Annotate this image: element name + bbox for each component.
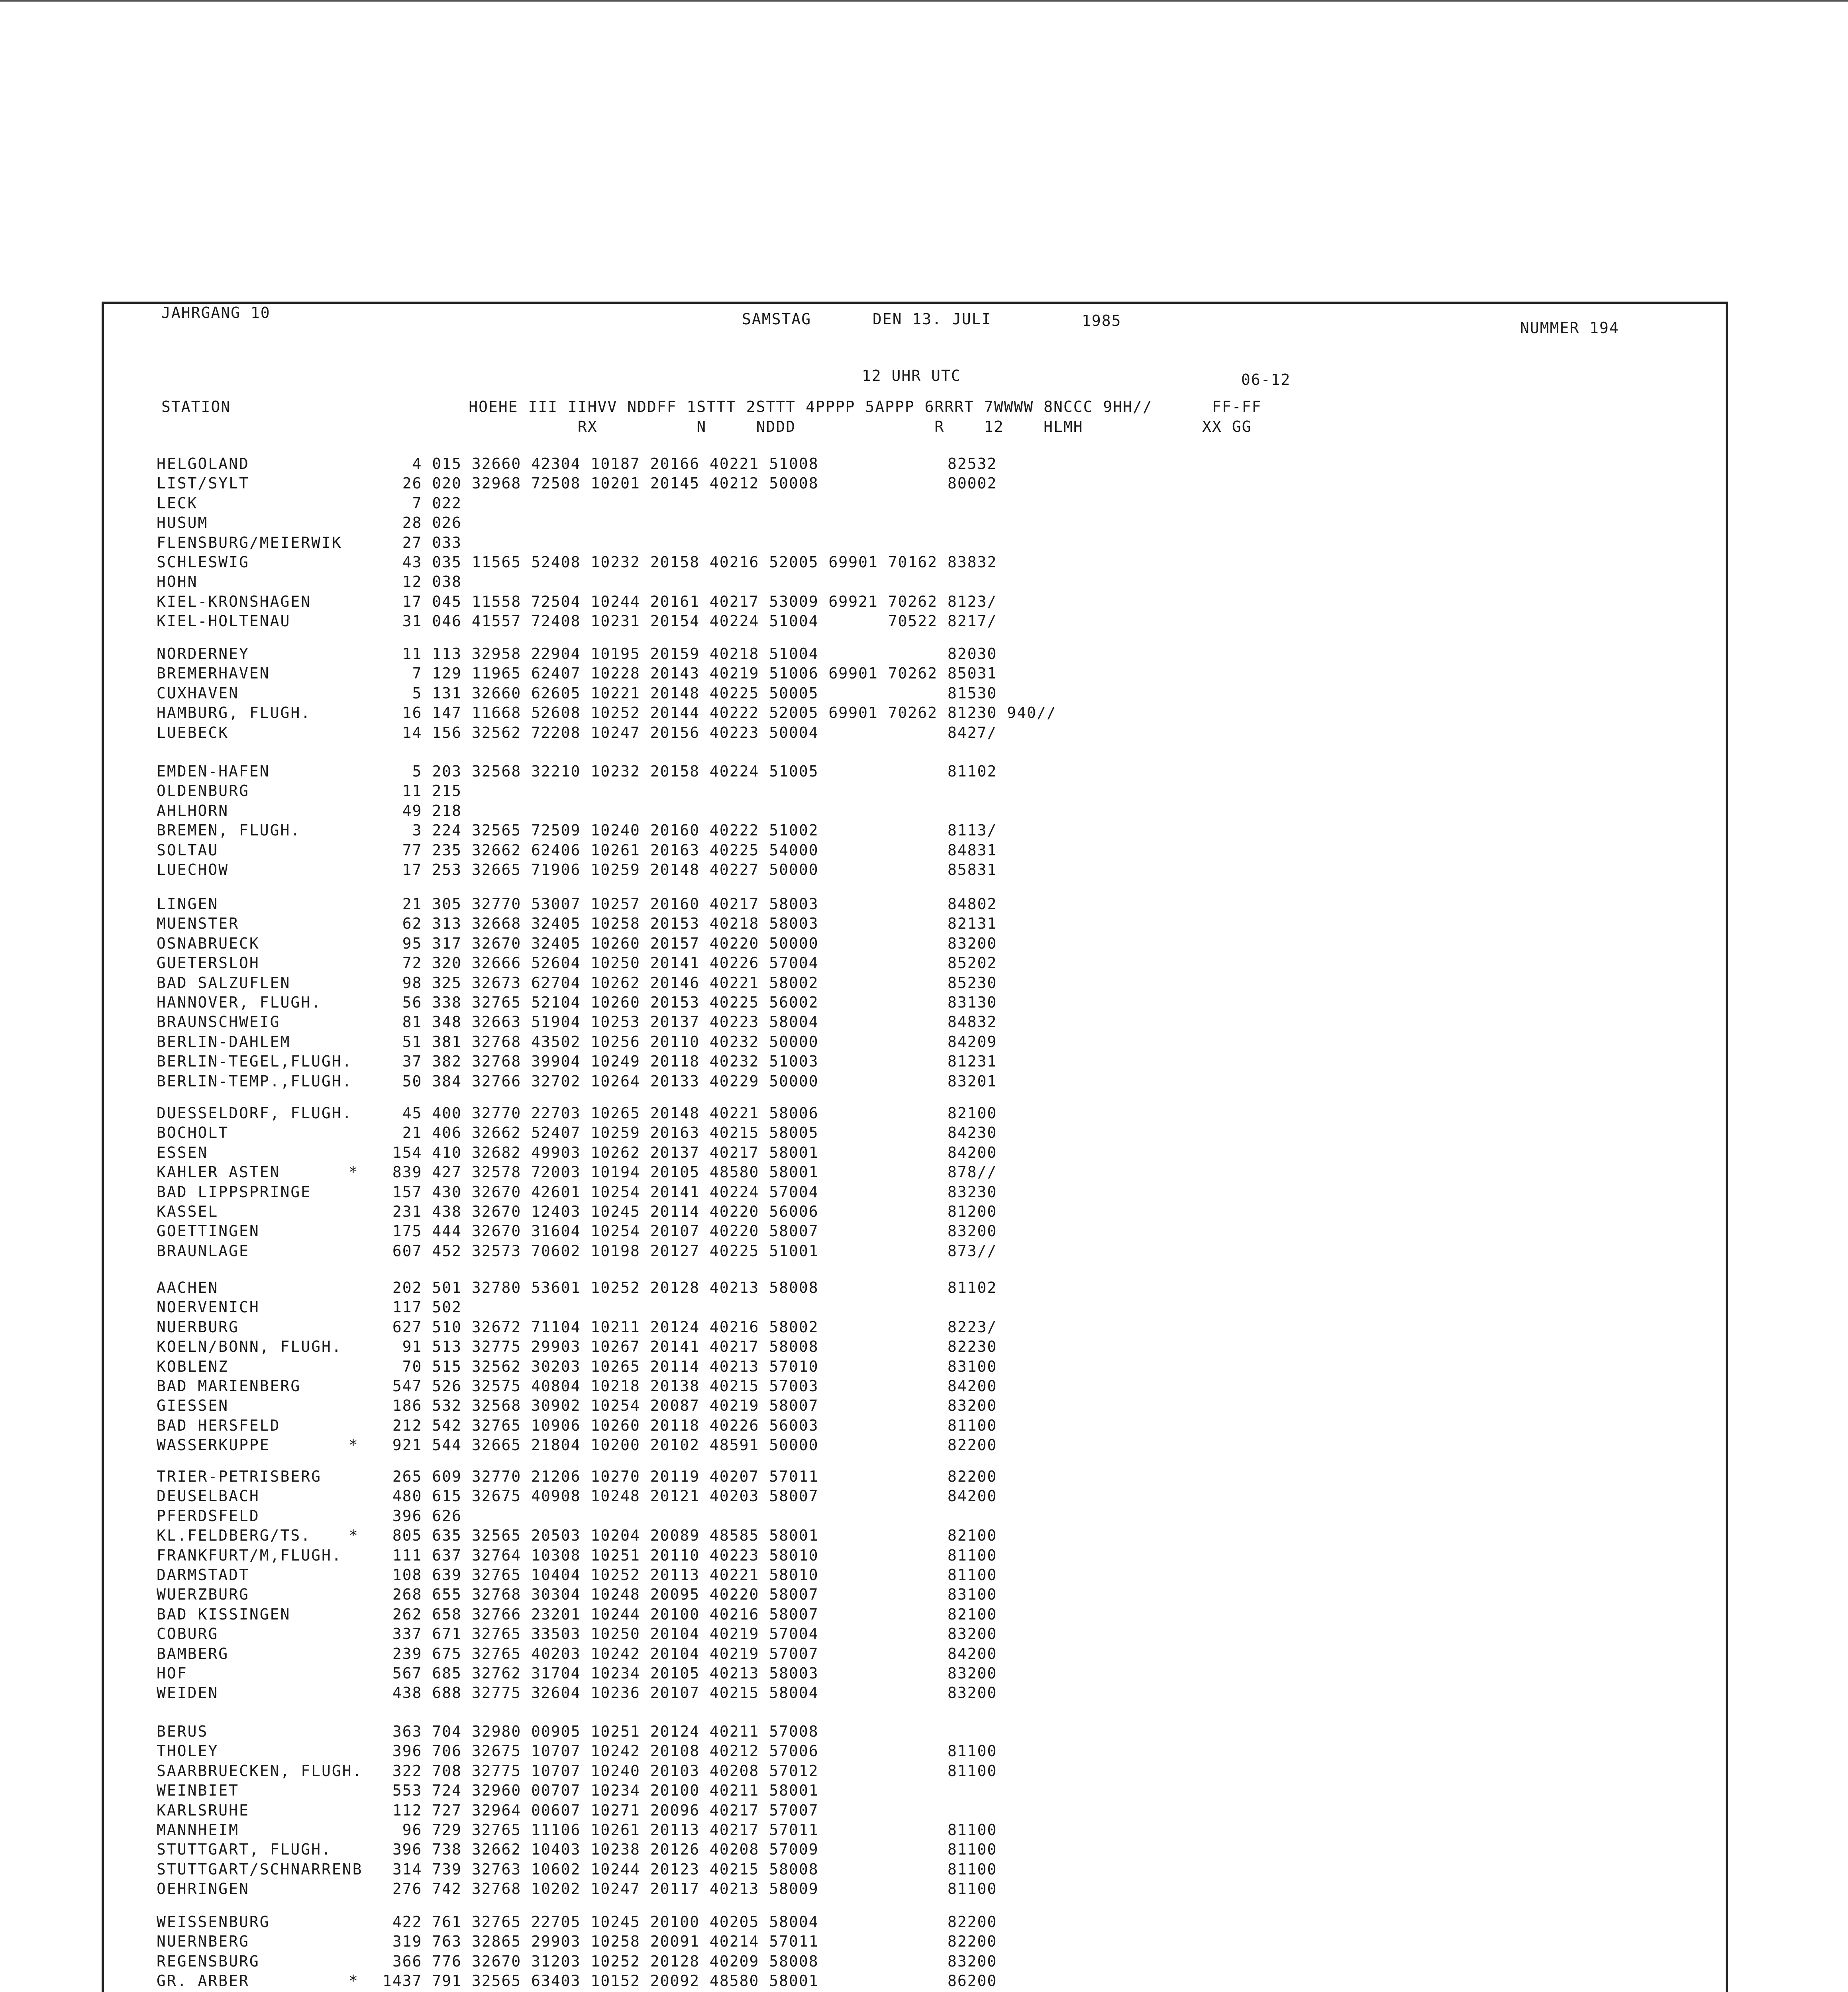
station-name: STUTTGART/SCHNARRENB <box>157 1860 363 1878</box>
station-values: 265 609 32770 21206 10270 20119 40207 57011 82200 <box>383 1468 997 1485</box>
station-values: 77 235 32662 62406 10261 20163 40225 54000 84831 <box>383 841 997 859</box>
station-values: 49 218 <box>383 802 462 820</box>
station-values: 43 035 11565 52408 10232 20158 40216 52005 69901 70162 83832 <box>383 553 997 571</box>
jahrgang-label: JAHRGANG 10 <box>161 304 271 322</box>
station-name: AHLHORN <box>157 802 229 820</box>
station-values: 98 325 32673 62704 10262 20146 40221 58002 85230 <box>383 974 997 992</box>
station-name: KOBLENZ <box>157 1357 229 1375</box>
station-values: 921 544 32665 21804 10200 20102 48591 50000 82200 <box>383 1436 997 1454</box>
station-name: HELGOLAND <box>157 455 249 473</box>
station-name: BRAUNSCHWEIG <box>157 1013 281 1031</box>
station-name: MANNHEIM <box>157 1821 239 1839</box>
station-values: 70 515 32562 30203 10265 20114 40213 57010 83100 <box>383 1357 997 1375</box>
station-values: 268 655 32768 30304 10248 20095 40220 58007 83100 <box>383 1586 997 1604</box>
station-name: FLENSBURG/MEIERWIK <box>157 533 342 551</box>
station-name: HOHN <box>157 573 198 591</box>
station-name: BERLIN-DAHLEM <box>157 1033 291 1051</box>
station-name: DARMSTADT <box>157 1566 249 1584</box>
mountain-station-marker: * <box>349 1436 358 1454</box>
station-values: 12 038 <box>383 573 462 591</box>
station-name: BAD LIPPSPRINGE <box>157 1183 312 1201</box>
station-name: THOLEY <box>157 1742 219 1760</box>
station-name: NORDERNEY <box>157 645 249 663</box>
station-values: 111 637 32764 10308 10251 20110 40223 58010 81100 <box>383 1546 997 1564</box>
station-name: BERLIN-TEMP.,FLUGH. <box>157 1072 353 1090</box>
station-name: BRAUNLAGE <box>157 1242 249 1260</box>
station-name: GIESSEN <box>157 1397 229 1415</box>
station-name: COBURG <box>157 1625 219 1643</box>
station-values: 31 046 41557 72408 10231 20154 40224 51004 70522 8217/ <box>383 612 997 630</box>
station-values: 95 317 32670 32405 10260 20157 40220 50000 83200 <box>383 934 997 952</box>
station-name: MUENSTER <box>157 915 239 933</box>
station-values: 262 658 32766 23201 10244 20100 40216 58007 82100 <box>383 1605 997 1623</box>
station-name: LUECHOW <box>157 861 229 878</box>
station-values: 396 706 32675 10707 10242 20108 40212 57006 81100 <box>383 1742 997 1760</box>
station-values: 805 635 32565 20503 10204 20089 48585 58001 82100 <box>383 1527 997 1545</box>
top-rule <box>0 0 1848 2</box>
station-values: 21 406 32662 52407 10259 20163 40215 58005 84230 <box>383 1124 997 1142</box>
station-values: 91 513 32775 29903 10267 20141 40217 58008 82230 <box>383 1338 997 1356</box>
station-name: KL.FELDBERG/TS. <box>157 1527 312 1545</box>
station-values: 14 156 32562 72208 10247 20156 40223 50004 8427/ <box>383 723 997 741</box>
station-values: 51 381 32768 43502 10256 20110 40232 50000 84209 <box>383 1033 997 1051</box>
time-label: 12 UHR UTC <box>862 367 961 384</box>
station-values: 175 444 32670 31604 10254 20107 40220 58007 83200 <box>383 1222 997 1240</box>
station-values: 553 724 32960 00707 10234 20100 40211 58001 <box>383 1782 819 1800</box>
station-values: 81 348 32663 51904 10253 20137 40223 58004 84832 <box>383 1013 997 1031</box>
station-values: 363 704 32980 00905 10251 20124 40211 57008 <box>383 1723 819 1740</box>
column-header-line2: RX N NDDD R 12 HLMH XX GG <box>161 418 1252 435</box>
time-range-label: 06-12 <box>1241 371 1291 388</box>
station-name: HUSUM <box>157 514 208 532</box>
station-name: KOELN/BONN, FLUGH. <box>157 1338 342 1356</box>
station-name: KARLSRUHE <box>157 1801 249 1819</box>
station-values: 322 708 32775 10707 10240 20103 40208 57012 81100 <box>383 1762 997 1780</box>
station-values: 157 430 32670 42601 10254 20141 40224 57004 83230 <box>383 1183 997 1201</box>
station-name: BREMERHAVEN <box>157 665 270 682</box>
station-values: 21 305 32770 53007 10257 20160 40217 58003 84802 <box>383 895 997 913</box>
station-name: ESSEN <box>157 1143 208 1161</box>
station-name: LIST/SYLT <box>157 474 249 492</box>
station-values: 17 253 32665 71906 10259 20148 40227 50000 85831 <box>383 861 997 878</box>
station-name: DEUSELBACH <box>157 1487 260 1505</box>
station-values: 212 542 32765 10906 10260 20118 40226 56003 81100 <box>383 1416 997 1434</box>
station-values: 547 526 32575 40804 10218 20138 40215 57003 84200 <box>383 1377 997 1395</box>
station-name: KASSEL <box>157 1203 219 1220</box>
station-name: KIEL-KRONSHAGEN <box>157 592 312 610</box>
station-values: 117 502 <box>383 1298 462 1316</box>
station-name: LUEBECK <box>157 723 229 741</box>
station-values: 607 452 32573 70602 10198 20127 40225 51001 873// <box>383 1242 997 1260</box>
station-values: 3 224 32565 72509 10240 20160 40222 51002 8113/ <box>383 822 997 839</box>
station-name: WUERZBURG <box>157 1586 249 1604</box>
mountain-station-marker: * <box>349 1163 358 1181</box>
station-values: 26 020 32968 72508 10201 20145 40212 50008 80002 <box>383 474 997 492</box>
station-name: DUESSELDORF, FLUGH. <box>157 1104 353 1122</box>
station-values: 480 615 32675 40908 10248 20121 40203 58007 84200 <box>383 1487 997 1505</box>
station-name: HAMBURG, FLUGH. <box>157 704 312 722</box>
station-name: BAD MARIENBERG <box>157 1377 301 1395</box>
station-values: 186 532 32568 30902 10254 20087 40219 58007 83200 <box>383 1397 997 1415</box>
station-name: BAMBERG <box>157 1645 229 1663</box>
station-name: WEISSENBURG <box>157 1913 270 1931</box>
station-values: 337 671 32765 33503 10250 20104 40219 57004 83200 <box>383 1625 997 1643</box>
station-name: WEIDEN <box>157 1684 219 1702</box>
station-values: 56 338 32765 52104 10260 20153 40225 56002 83130 <box>383 994 997 1011</box>
station-values: 108 639 32765 10404 10252 20113 40221 58010 81100 <box>383 1566 997 1584</box>
station-values: 112 727 32964 00607 10271 20096 40217 57007 <box>383 1801 819 1819</box>
station-name: OLDENBURG <box>157 782 249 800</box>
station-name: SCHLESWIG <box>157 553 249 571</box>
station-name: GOETTINGEN <box>157 1222 260 1240</box>
station-values: 154 410 32682 49903 10262 20137 40217 58001 84200 <box>383 1143 997 1161</box>
station-values: 72 320 32666 52604 10250 20141 40226 57004 85202 <box>383 954 997 972</box>
station-values: 11 113 32958 22904 10195 20159 40218 51004 82030 <box>383 645 997 663</box>
station-name: HANNOVER, FLUGH. <box>157 994 322 1011</box>
station-values: 438 688 32775 32604 10236 20107 40215 58004 83200 <box>383 1684 997 1702</box>
station-values: 314 739 32763 10602 10244 20123 40215 58008 81100 <box>383 1860 997 1878</box>
station-name: OEHRINGEN <box>157 1880 249 1898</box>
station-values: 276 742 32768 10202 10247 20117 40213 58009 81100 <box>383 1880 997 1898</box>
station-name: OSNABRUECK <box>157 934 260 952</box>
station-name: SAARBRUECKEN, FLUGH. <box>157 1762 363 1780</box>
column-header-line1: STATION HOEHE III IIHVV NDDFF 1STTT 2STTT 4PPPP 5APPP 6RRRT 7WWWW 8NCCC 9HH// FF-FF <box>161 398 1262 416</box>
station-name: GR. ARBER <box>157 1972 249 1990</box>
station-values: 396 626 <box>383 1507 462 1525</box>
station-values: 567 685 32762 31704 10234 20105 40213 58003 83200 <box>383 1665 997 1682</box>
station-values: 627 510 32672 71104 10211 20124 40216 58002 8223/ <box>383 1318 997 1336</box>
station-values: 11 215 <box>383 782 462 800</box>
station-values: 96 729 32765 11106 10261 20113 40217 57011 81100 <box>383 1821 997 1839</box>
station-name: GUETERSLOH <box>157 954 260 972</box>
station-values: 319 763 32865 29903 10258 20091 40214 57011 82200 <box>383 1933 997 1951</box>
station-values: 422 761 32765 22705 10245 20100 40205 58004 82200 <box>383 1913 997 1931</box>
year-label: 1985 <box>1082 312 1122 329</box>
station-name: WEINBIET <box>157 1782 239 1800</box>
station-name: LECK <box>157 494 198 512</box>
station-values: 4 015 32660 42304 10187 20166 40221 51008 82532 <box>383 455 997 473</box>
station-name: KIEL-HOLTENAU <box>157 612 291 630</box>
station-name: STUTTGART, FLUGH. <box>157 1841 332 1859</box>
station-values: 50 384 32766 32702 10264 20133 40229 50000 83201 <box>383 1072 997 1090</box>
station-name: TRIER-PETRISBERG <box>157 1468 322 1485</box>
station-values: 62 313 32668 32405 10258 20153 40218 58003 82131 <box>383 915 997 933</box>
station-name: HOF <box>157 1665 188 1682</box>
station-name: WASSERKUPPE <box>157 1436 270 1454</box>
station-values: 7 129 11965 62407 10228 20143 40219 51006 69901 70262 85031 <box>383 665 997 682</box>
station-values: 17 045 11558 72504 10244 20161 40217 53009 69921 70262 8123/ <box>383 592 997 610</box>
date-label: DEN 13. JULI <box>873 310 992 328</box>
station-name: NUERNBERG <box>157 1933 249 1951</box>
station-name: SOLTAU <box>157 841 219 859</box>
station-name: KAHLER ASTEN <box>157 1163 281 1181</box>
station-values: 28 026 <box>383 514 462 532</box>
station-name: FRANKFURT/M,FLUGH. <box>157 1546 342 1564</box>
station-name: NOERVENICH <box>157 1298 260 1316</box>
station-name: BAD KISSINGEN <box>157 1605 291 1623</box>
mountain-station-marker: * <box>349 1527 358 1545</box>
station-values: 839 427 32578 72003 10194 20105 48580 58001 878// <box>383 1163 997 1181</box>
station-name: BERUS <box>157 1723 208 1740</box>
station-values: 202 501 32780 53601 10252 20128 40213 58008 81102 <box>383 1279 997 1296</box>
station-name: NUERBURG <box>157 1318 239 1336</box>
day-label: SAMSTAG <box>742 310 812 328</box>
station-values: 5 131 32660 62605 10221 20148 40225 50005 81530 <box>383 684 997 702</box>
station-values: 239 675 32765 40203 10242 20104 40219 57007 84200 <box>383 1645 997 1663</box>
station-name: CUXHAVEN <box>157 684 239 702</box>
station-values: 37 382 32768 39904 10249 20118 40232 51003 81231 <box>383 1053 997 1071</box>
station-values: 396 738 32662 10403 10238 20126 40208 57009 81100 <box>383 1841 997 1859</box>
station-name: EMDEN-HAFEN <box>157 763 270 780</box>
station-name: BOCHOLT <box>157 1124 229 1142</box>
station-name: AACHEN <box>157 1279 219 1296</box>
station-name: BAD SALZUFLEN <box>157 974 291 992</box>
station-values: 45 400 32770 22703 10265 20148 40221 58006 82100 <box>383 1104 997 1122</box>
station-name: REGENSBURG <box>157 1952 260 1970</box>
station-name: LINGEN <box>157 895 219 913</box>
station-values: 5 203 32568 32210 10232 20158 40224 51005 81102 <box>383 763 997 780</box>
station-values: 16 147 11668 52608 10252 20144 40222 52005 69901 70262 81230 940// <box>383 704 1057 722</box>
station-name: BREMEN, FLUGH. <box>157 822 301 839</box>
station-name: BERLIN-TEGEL,FLUGH. <box>157 1053 353 1071</box>
station-values: 366 776 32670 31203 10252 20128 40209 58008 83200 <box>383 1952 997 1970</box>
station-values: 1437 791 32565 63403 10152 20092 48580 58001 86200 <box>383 1972 997 1990</box>
station-name: BAD HERSFELD <box>157 1416 281 1434</box>
station-values: 7 022 <box>383 494 462 512</box>
mountain-station-marker: * <box>349 1972 358 1990</box>
station-values: 27 033 <box>383 533 462 551</box>
station-name: PFERDSFELD <box>157 1507 260 1525</box>
issue-number: NUMMER 194 <box>1520 319 1619 337</box>
station-values: 231 438 32670 12403 10245 20114 40220 56006 81200 <box>383 1203 997 1220</box>
